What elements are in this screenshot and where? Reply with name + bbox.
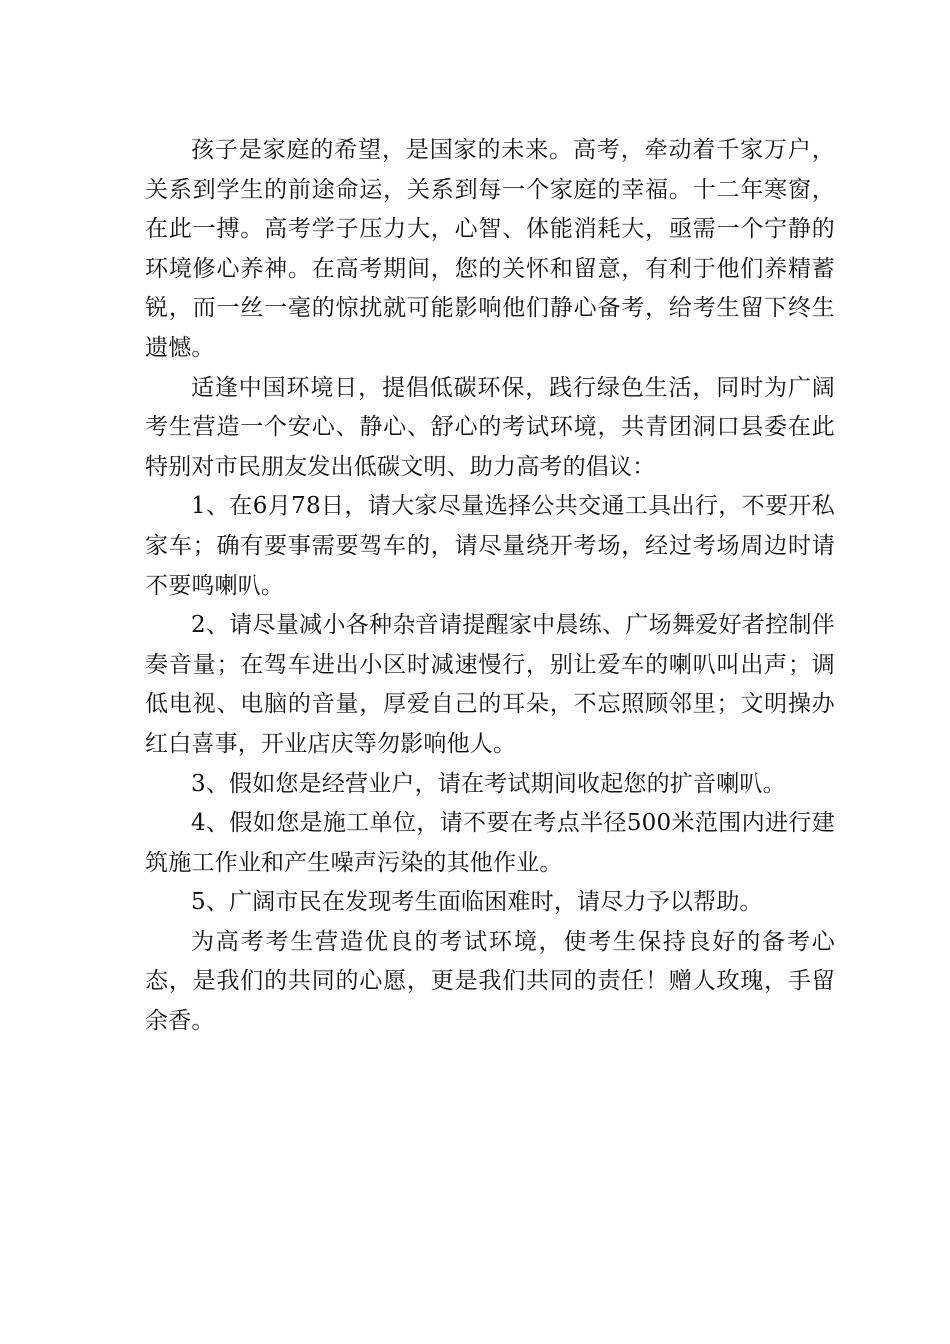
paragraph-item-2: 2、请尽量减小各种杂音请提醒家中晨练、广场舞爱好者控制伴奏音量；在驾车进出小区时减速慢行，别让爱车的喇叭叫出声；调低电视、电脑的音量，厚爱自己的耳朵，不忘照顾邻里；文明操办红白喜事，开业店庆等勿影响他人。 bbox=[145, 612, 835, 757]
paragraph-item-5: 5、广阔市民在发现考生面临困难时，请尽力予以帮助。 bbox=[191, 889, 763, 916]
paragraph-closing: 为高考考生营造优良的考试环境，使考生保持良好的备考心态，是我们的共同的心愿，更是我们共同的责任！赠人玫瑰，手留余香。 bbox=[145, 928, 835, 1035]
paragraph-intro: 孩子是家庭的希望，是国家的未来。高考，牵动着千家万户，关系到学生的前途命运，关系到每一个家庭的幸福。十二年寒窗，在此一搏。高考学子压力大，心智、体能消耗大，亟需一个宁静的环境修心养神。在高考期间，您的关怀和留意，有利于他们养精蓄锐，而一丝一毫的惊扰就可能影响他们静心备考，给考生留下终生遗憾。 bbox=[145, 137, 835, 361]
document-body bbox=[145, 131, 835, 1042]
paragraph-item-4: 4、假如您是施工单位，请不要在考点半径500米范围内进行建筑施工作业和产生噪声污染的其他作业。 bbox=[145, 810, 835, 876]
paragraph-proposal: 适逢中国环境日，提倡低碳环保，践行绿色生活，同时为广阔考生营造一个安心、静心、舒心的考试环境，共青团洞口县委在此特别对市民朋友发出低碳文明、助力高考的倡议： bbox=[145, 374, 835, 480]
paragraph-item-3: 3、假如您是经营业户，请在考试期间收起您的扩音喇叭。 bbox=[191, 770, 786, 797]
paragraph-item-1: 1、在6月78日，请大家尽量选择公共交通工具出行，不要开私家车；确有要事需要驾车的，请尽量绕开考场，经过考场周边时请不要鸣喇叭。 bbox=[145, 493, 835, 599]
